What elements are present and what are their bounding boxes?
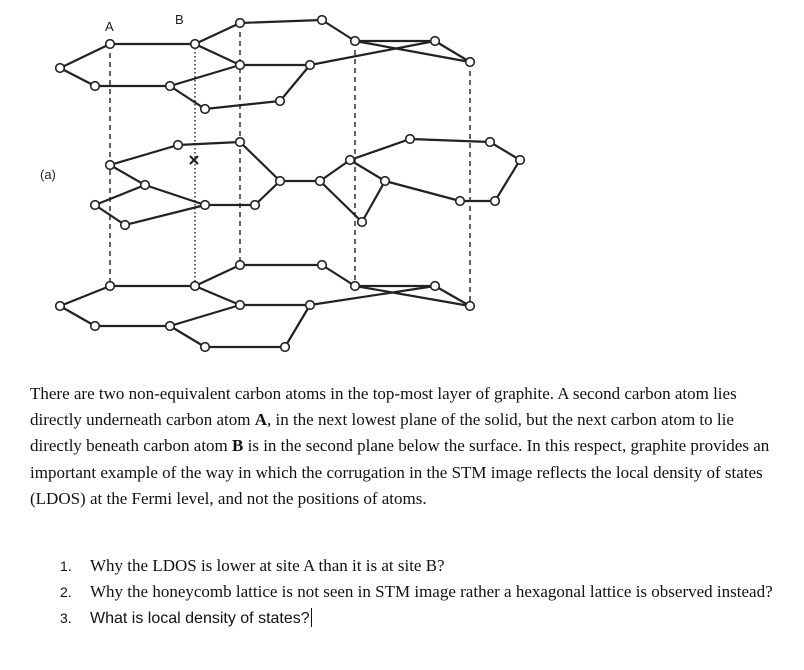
carbon-atom — [236, 61, 245, 70]
question-text: Why the honeycomb lattice is not seen in STM image rather a hexagonal lattice is observed instead? — [90, 582, 773, 602]
carbon-atom — [346, 156, 355, 165]
paragraph-part-2: , in the next lowest plane of the solid, but the next carbon atom to lie directly beneath carbon atom — [30, 410, 734, 456]
carbon-atom — [318, 261, 327, 270]
carbon-atom — [491, 197, 500, 206]
carbon-bond — [170, 65, 240, 86]
carbon-atom — [236, 19, 245, 28]
carbon-bond — [362, 181, 385, 222]
carbon-bond — [60, 44, 110, 68]
carbon-bond — [490, 142, 520, 160]
carbon-bond — [350, 139, 410, 160]
carbon-bond — [110, 165, 145, 185]
carbon-atom — [318, 16, 327, 25]
carbon-bond — [240, 20, 322, 23]
carbon-bond — [110, 145, 178, 165]
question-number: 1. — [60, 558, 72, 574]
carbon-atom — [201, 201, 210, 210]
carbon-bond — [195, 265, 240, 286]
question-text: What is local density of states? — [90, 610, 310, 628]
carbon-atom — [201, 343, 210, 352]
atom-b-ref: B — [232, 436, 244, 456]
carbon-atom — [191, 40, 200, 49]
carbon-bond — [280, 65, 310, 101]
question-item — [30, 605, 790, 632]
carbon-bond — [170, 305, 240, 326]
question-number: 3. — [60, 610, 72, 627]
carbon-atom — [306, 301, 315, 310]
carbon-atom — [358, 218, 367, 227]
carbon-atom — [236, 301, 245, 310]
carbon-bond — [145, 185, 205, 205]
carbon-atom — [276, 177, 285, 186]
text-block — [30, 381, 790, 628]
question-text: Why the LDOS is lower at site A than it is at site B? — [90, 556, 445, 575]
carbon-bond — [195, 44, 240, 65]
carbon-bond — [495, 160, 520, 201]
carbon-atom — [191, 282, 200, 291]
carbon-atom — [236, 138, 245, 147]
carbon-atom — [56, 302, 65, 311]
carbon-atom — [106, 282, 115, 291]
question-list — [30, 553, 790, 633]
carbon-atom — [431, 37, 440, 46]
carbon-bond — [385, 181, 460, 201]
carbon-atom — [236, 261, 245, 270]
carbon-atom — [281, 343, 290, 352]
carbon-bond — [320, 160, 350, 181]
carbon-atom — [406, 135, 415, 144]
carbon-bond — [60, 286, 110, 306]
panel-label: (a) — [40, 167, 56, 182]
carbon-atom — [466, 58, 475, 67]
carbon-atom — [381, 177, 390, 186]
atom-a-ref: A — [254, 410, 267, 430]
carbon-atom — [91, 201, 100, 210]
carbon-atom — [201, 105, 210, 114]
carbon-bonds — [60, 20, 520, 347]
carbon-atom — [141, 181, 150, 190]
carbon-bond — [170, 86, 205, 109]
carbon-atom — [516, 156, 525, 165]
carbon-bond — [125, 205, 205, 225]
question-item — [30, 579, 790, 605]
carbon-atom — [431, 282, 440, 291]
question-item — [30, 553, 790, 579]
carbon-bond — [322, 20, 355, 41]
carbon-atom — [166, 322, 175, 331]
carbon-atom — [174, 141, 183, 150]
carbon-atom — [351, 282, 360, 291]
carbon-bond — [195, 286, 240, 305]
carbon-atom — [486, 138, 495, 147]
description-paragraph — [30, 381, 790, 512]
carbon-atom — [466, 302, 475, 311]
carbon-atom — [251, 201, 260, 210]
carbon-atom — [56, 64, 65, 73]
carbon-atom — [106, 161, 115, 170]
carbon-bond — [320, 181, 362, 222]
paragraph-part-1: There are two non-equivalent carbon atoms in the top-most layer of graphite. A second carbon atom lies directly underneath carbon atom — [30, 384, 737, 430]
carbon-bond — [170, 326, 205, 347]
carbon-bond — [255, 181, 280, 205]
carbon-bond — [322, 265, 355, 286]
carbon-atom — [456, 197, 465, 206]
carbon-bond — [205, 101, 280, 109]
site-b-label: B — [175, 12, 184, 27]
carbon-bond — [240, 142, 280, 181]
carbon-bond — [285, 305, 310, 347]
carbon-bond — [60, 68, 95, 86]
carbon-atom — [351, 37, 360, 46]
carbon-atom — [106, 40, 115, 49]
carbon-bond — [95, 185, 145, 205]
carbon-atom — [166, 82, 175, 91]
carbon-atom — [306, 61, 315, 70]
site-b-x-marker — [190, 156, 198, 164]
carbon-atom — [316, 177, 325, 186]
carbon-bond — [60, 306, 95, 326]
carbon-atom — [91, 82, 100, 91]
carbon-bond — [410, 139, 490, 142]
site-a-label: A — [105, 19, 114, 34]
carbon-atom — [91, 322, 100, 331]
carbon-bond — [178, 142, 240, 145]
paragraph-part-3: is in the second plane below the surface. In this respect, graphite provides an important example of the way in which the corrugation in the STM image reflects the local density of states (LDOS) at the Fermi level, and not the positions of atoms. — [30, 436, 770, 508]
carbon-atom — [121, 221, 130, 230]
carbon-bond — [195, 23, 240, 44]
carbon-atom — [276, 97, 285, 106]
question-number: 2. — [60, 584, 72, 601]
text-cursor — [311, 608, 312, 627]
